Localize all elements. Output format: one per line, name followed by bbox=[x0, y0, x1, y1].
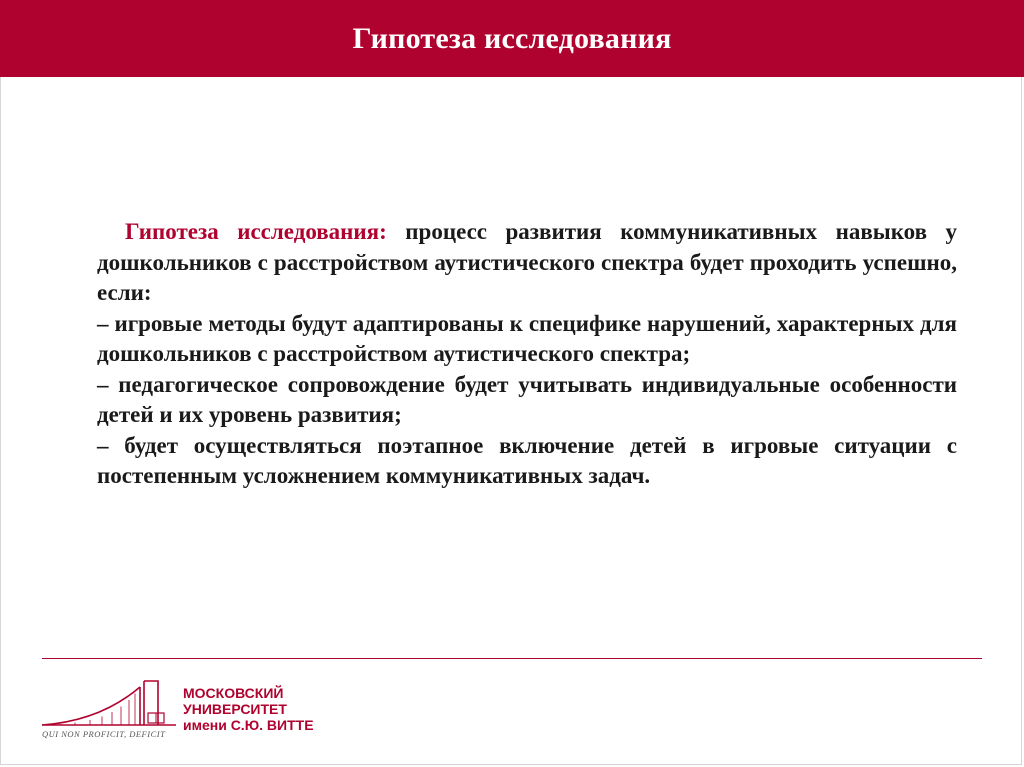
university-name-line: УНИВЕРСИТЕТ bbox=[183, 701, 287, 717]
hypothesis-text bbox=[97, 217, 957, 492]
hypothesis-item: – будет осуществляться поэтапное включение детей в игровые ситуации с постепенным усложнением коммуникативных задач. bbox=[97, 432, 957, 488]
bridge-emblem-icon bbox=[40, 677, 180, 729]
university-logo bbox=[40, 677, 314, 747]
hypothesis-item: – игровые методы будут адаптированы к специфике нарушений, характерных для дошкольников с расстройством аутистического спектра; bbox=[97, 310, 957, 366]
title-bar bbox=[0, 0, 1024, 77]
hypothesis-intro-rest: процесс развития коммуникативных навыков у дошкольников с расстройством аутистического спектра будет проходить успешно, если: bbox=[97, 219, 958, 305]
university-name bbox=[183, 685, 314, 733]
hypothesis-lead: Гипотеза исследования: bbox=[125, 219, 387, 244]
page-title: Гипотеза исследования bbox=[352, 21, 672, 55]
hypothesis-item: – педагогическое сопровождение будет учитывать индивидуальные особенности детей и их уровень развития; bbox=[97, 371, 957, 427]
footer-divider bbox=[42, 658, 982, 659]
university-name-line: МОСКОВСКИЙ bbox=[183, 685, 284, 701]
university-name-line: имени С.Ю. ВИТТЕ bbox=[183, 717, 314, 733]
logo-motto: QUI NON PROFICIT, DEFICIT bbox=[42, 729, 166, 739]
hypothesis-intro bbox=[97, 217, 957, 309]
